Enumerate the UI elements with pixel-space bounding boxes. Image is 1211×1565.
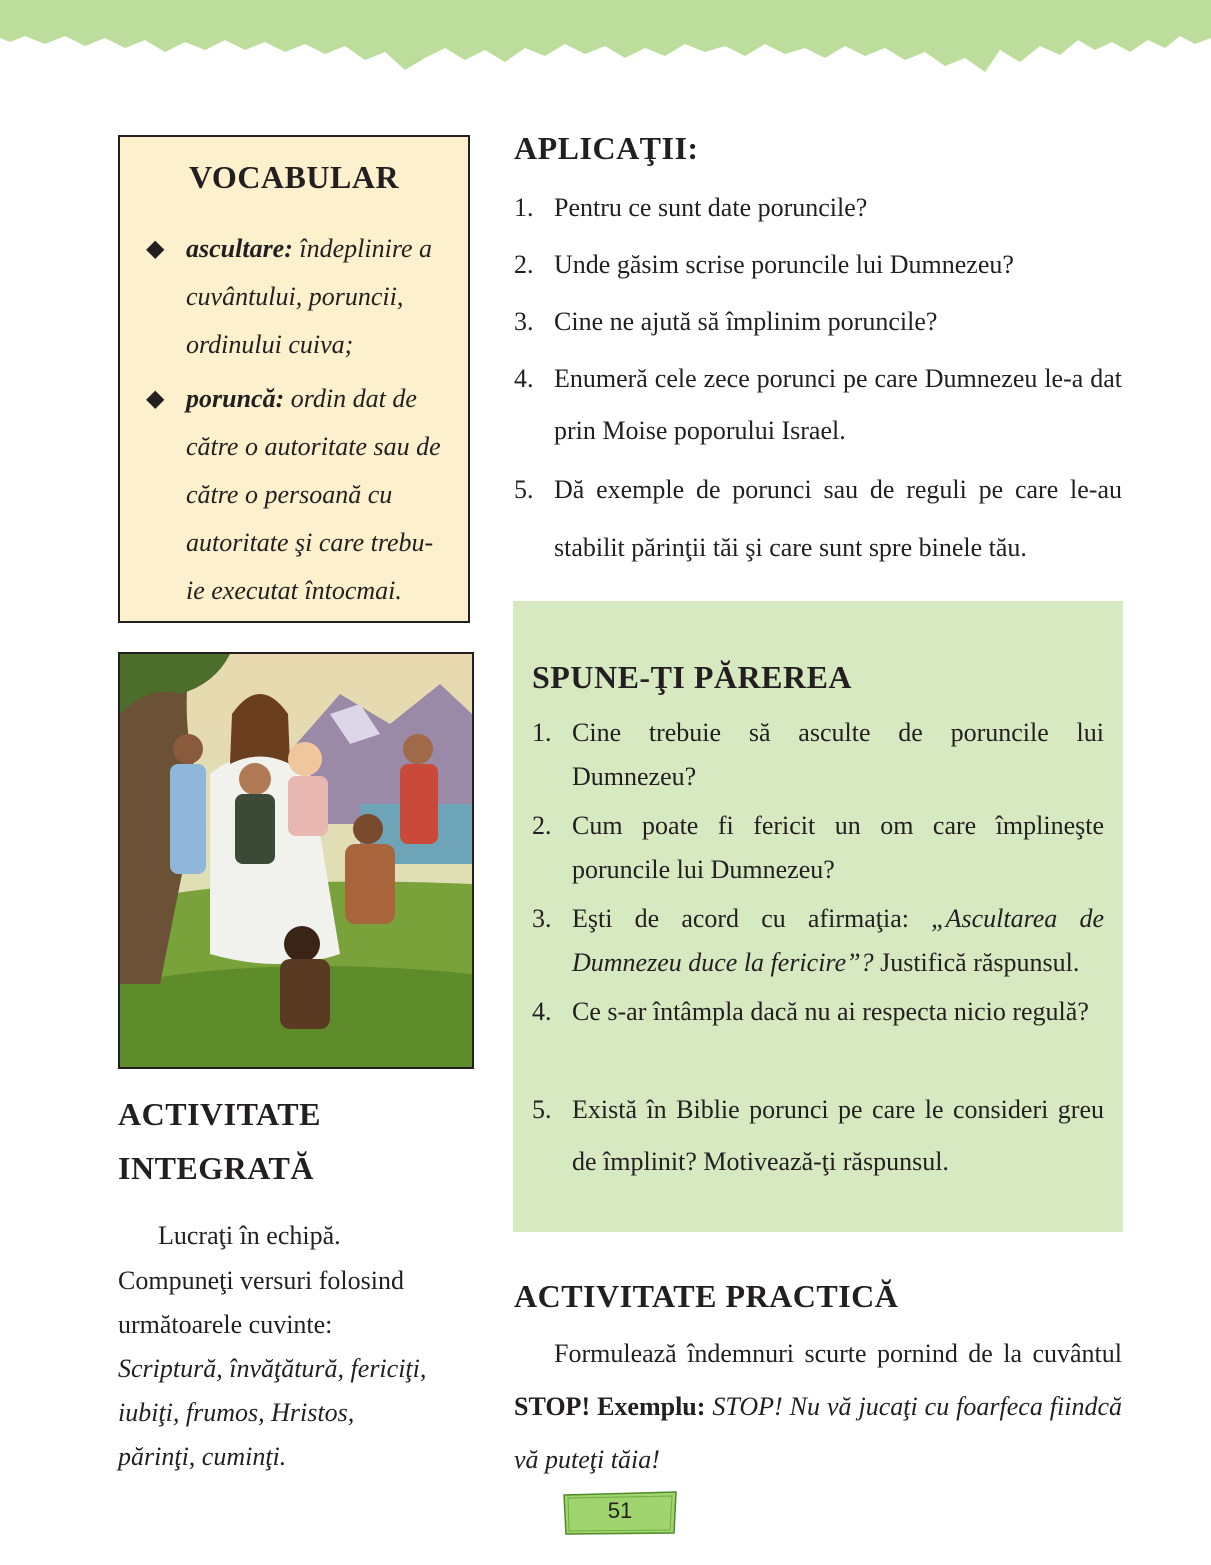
stop-word: STOP! (514, 1392, 591, 1421)
item-number: 5. (514, 475, 534, 504)
item-text-part: Justifică răspunsul. (873, 948, 1080, 977)
diamond-bullet-icon: ◆ (146, 236, 165, 262)
item-text: Cum poate fi fericit un om care împlineşte poruncile lui Dumnezeu? (572, 811, 1104, 884)
integrated-activity-words: iubiţi, frumos, Hristos, (118, 1398, 355, 1427)
integrated-activity-title-line1: ACTIVITATE (118, 1096, 321, 1132)
opinion-title: SPUNE-ŢI PĂREREA (532, 659, 853, 695)
practical-activity-text (514, 1327, 1122, 1486)
item-text-part: Eşti de acord cu afirmaţia: (572, 904, 932, 933)
item-number: 5. (532, 1095, 552, 1124)
integrated-activity-text: următoarele cuvinte: (118, 1310, 333, 1339)
item-text: Pentru ce sunt date poruncile? (554, 193, 868, 222)
vocabulary-definition: ordin dat de către o autoritate sau de către o persoană cu autoritate şi care trebu-ie executat întocmai. (186, 384, 441, 605)
item-number: 3. (514, 307, 534, 336)
integrated-activity-words: părinţi, cuminţi. (118, 1442, 287, 1471)
integrated-activity-title-line2: INTEGRATĂ (118, 1150, 314, 1186)
item-text: Există în Biblie porunci pe care le consideri greu de împlinit? Motivează-ţi răspunsul. (572, 1095, 1104, 1176)
vocabulary-term: poruncă: (186, 384, 285, 413)
vocabulary-entry (146, 375, 446, 615)
applications-title: APLICAŢII: (514, 130, 699, 166)
vocabulary-entry (146, 225, 446, 369)
integrated-activity-text: Lucraţi în echipă. (158, 1221, 341, 1250)
item-number: 3. (532, 904, 552, 933)
vocabulary-definition: îndeplinire a cuvântului, poruncii, ordinului cuiva; (186, 234, 433, 359)
item-text: Ce s-ar întâmpla dacă nu ai respecta nicio regulă? (572, 997, 1089, 1026)
item-text: Unde găsim scrise poruncile lui Dumnezeu? (554, 250, 1014, 279)
diamond-bullet-icon: ◆ (146, 386, 165, 412)
vocabulary-term: ascultare: (186, 234, 293, 263)
item-text (572, 897, 1104, 985)
practical-activity-title: ACTIVITATE PRACTICĂ (514, 1278, 899, 1314)
vocabulary-title: VOCABULAR (188, 159, 400, 195)
item-number: 4. (532, 997, 552, 1026)
item-text: Cine trebuie să asculte de poruncile lui Dumnezeu? (572, 718, 1104, 791)
integrated-activity-words: Scriptură, învăţătură, fericiţi, (118, 1354, 427, 1383)
practical-text-part: Formulează îndemnuri scurte pornind de la cuvântul (554, 1339, 1122, 1368)
item-number: 2. (532, 811, 552, 840)
example-text: STOP! Nu vă jucaţi cu foarfeca fiindcă vă puteţi tăia! (514, 1392, 1122, 1474)
item-text: Cine ne ajută să împlinim poruncile? (554, 307, 938, 336)
vocabulary-box (118, 135, 470, 623)
illustration-icon (120, 654, 472, 1067)
page-number: 51 (607, 1498, 633, 1523)
item-number: 1. (532, 718, 552, 747)
top-green-banner (0, 0, 1211, 80)
page-number-box (562, 1490, 678, 1536)
item-number: 2. (514, 250, 534, 279)
opinion-box (513, 601, 1123, 1232)
item-quote: „Ascultarea de Dumnezeu duce la fericire”? (572, 904, 1104, 977)
item-text: Dă exemple de porunci sau de reguli pe care le-au stabilit părinţii tăi şi care sunt spre binele tău. (554, 475, 1122, 562)
integrated-activity-text: Compuneţi versuri folosind (118, 1266, 404, 1295)
jesus-with-children-illustration (118, 652, 474, 1069)
example-label: Exemplu: (590, 1392, 706, 1421)
item-number: 4. (514, 364, 534, 393)
item-number: 1. (514, 193, 534, 222)
item-text: Enumeră cele zece porunci pe care Dumnezeu le-a dat prin Moise poporului Israel. (554, 364, 1122, 445)
